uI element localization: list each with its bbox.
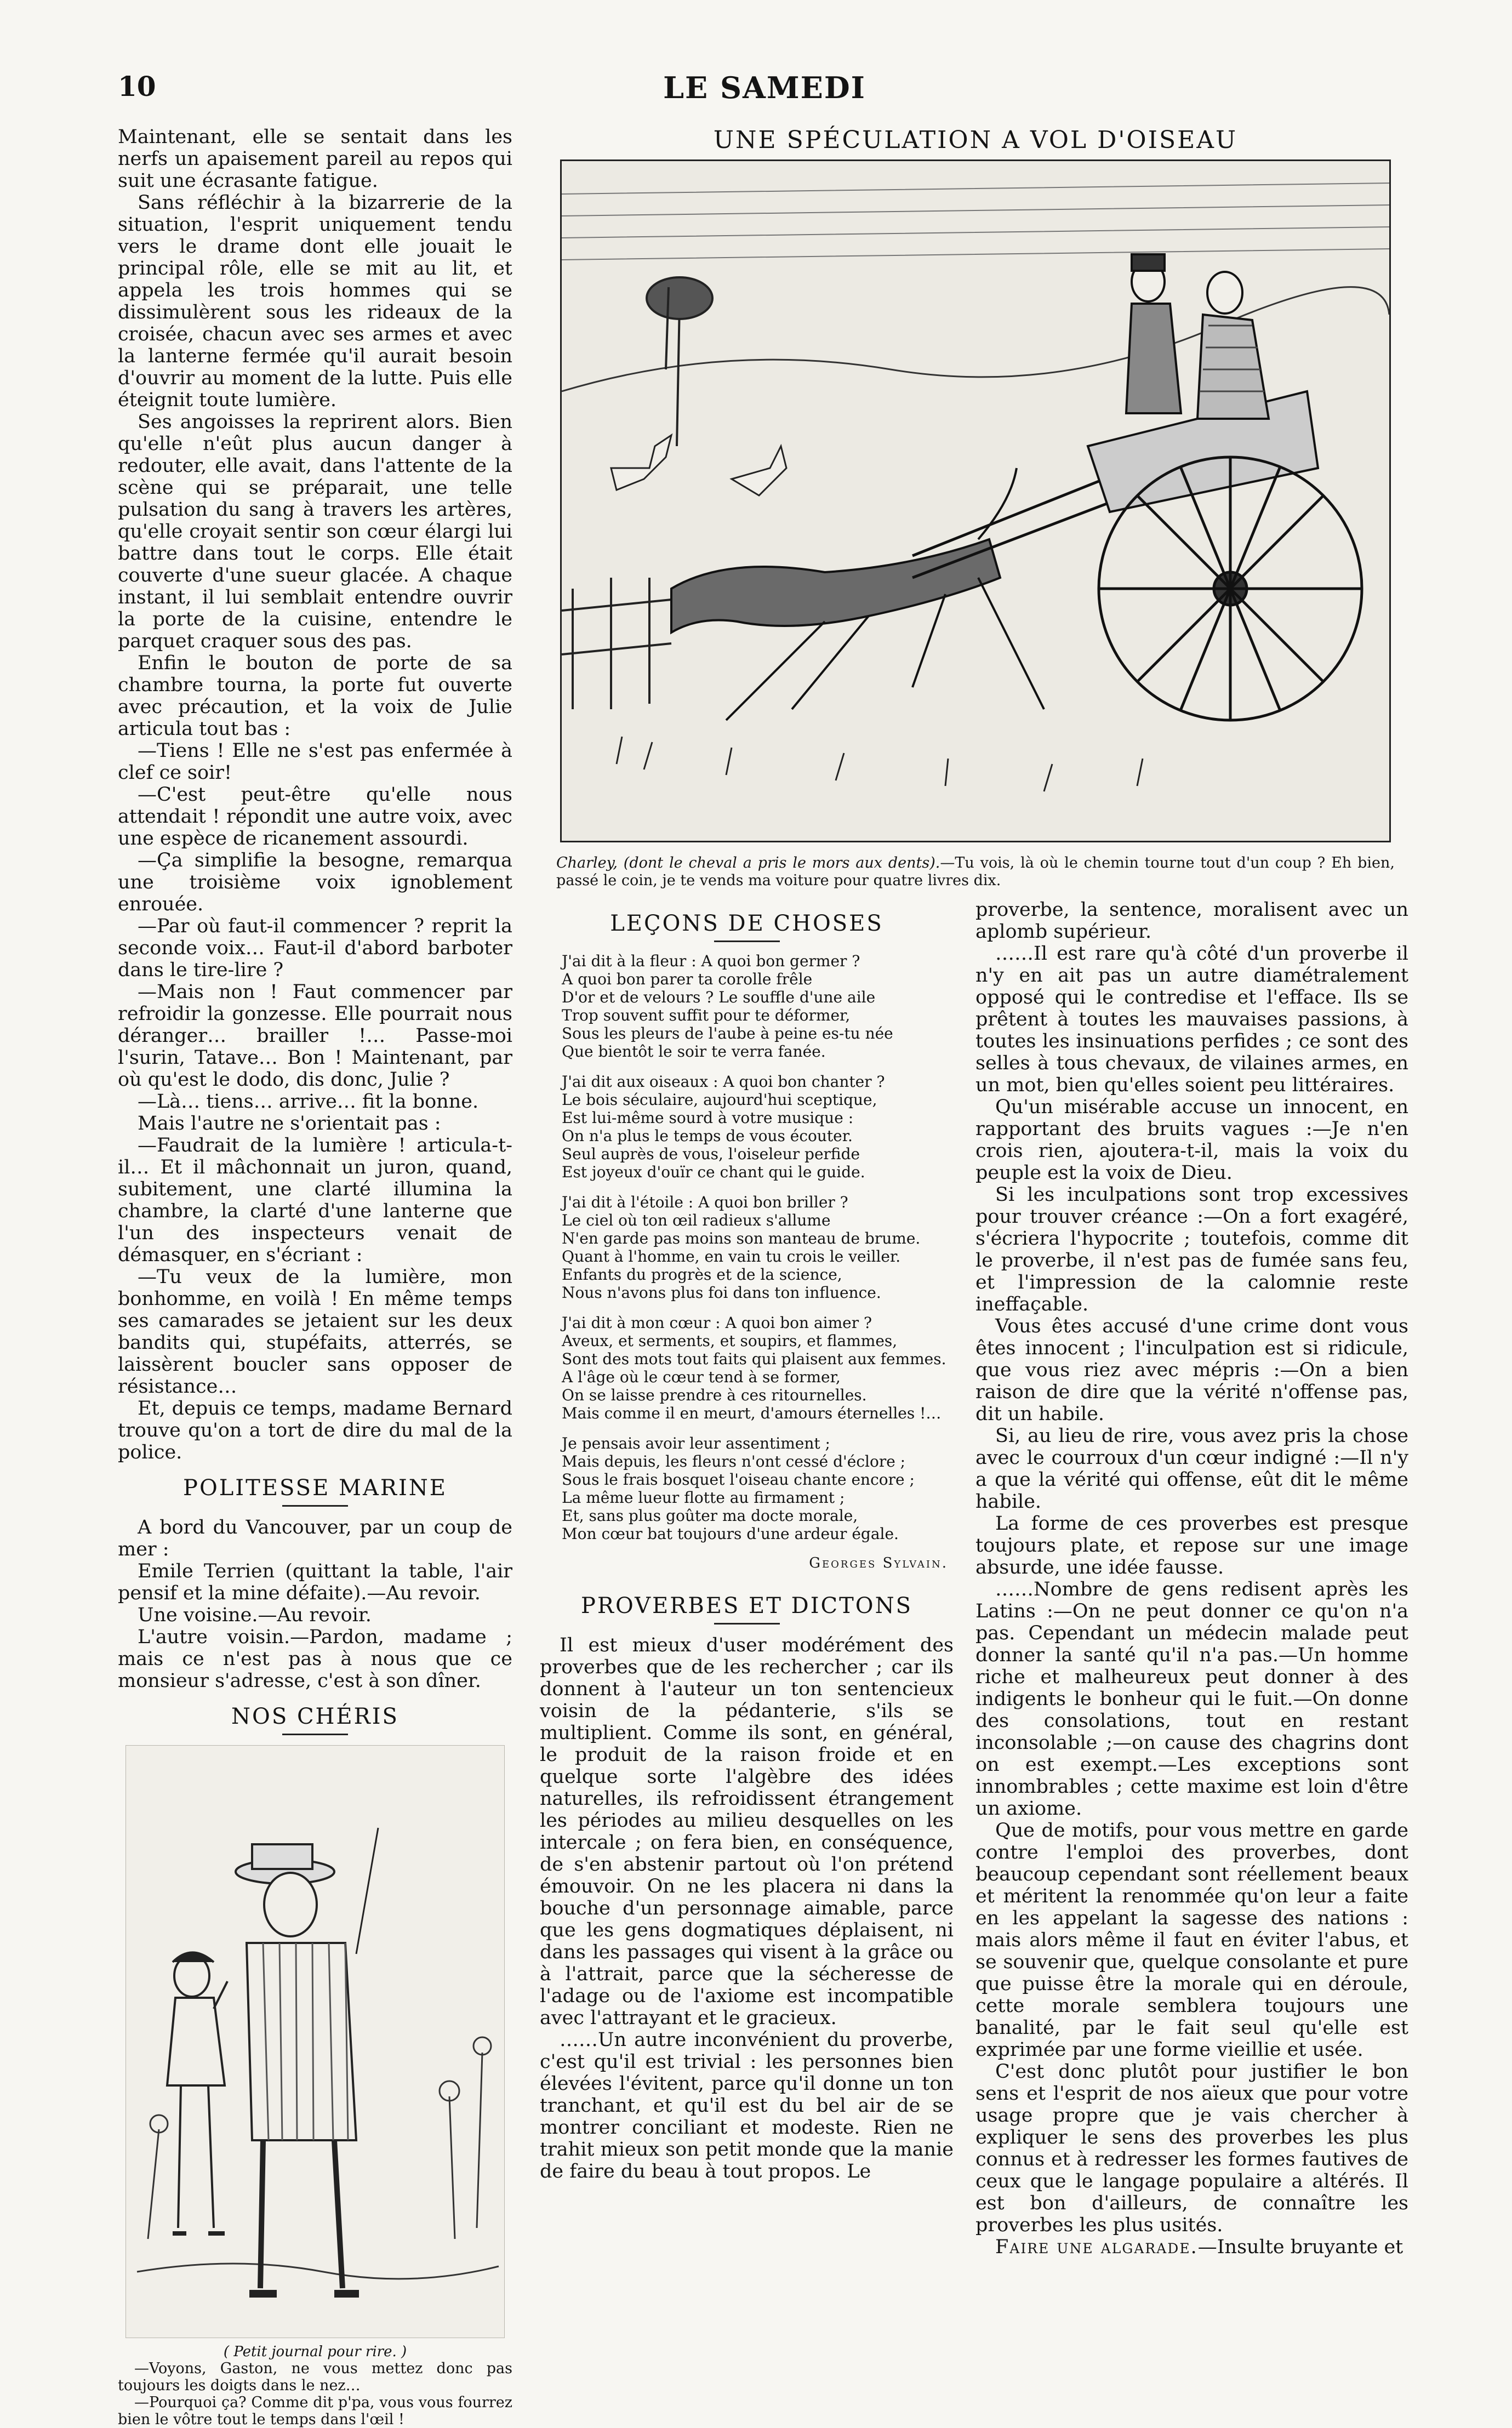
poem-line: On n'a plus le temps de vous écouter.	[562, 1127, 853, 1145]
story-dialog: —Ça simplifie la besogne, remarqua une troisième voix ignoblement enrouée.	[118, 850, 512, 915]
poem-line: Nous n'avons plus foi dans ton influence.	[562, 1284, 881, 1302]
story-dialog: —Là… tiens… arrive… fit la bonne.	[138, 1091, 479, 1113]
story-dialog: —Tu veux de la lumière, mon bonhomme, en voilà ! En même temps ses camarades se jetaient sur les deux bandits qui, stupéfaits, atterrés, se laissèrent boucler sans opposer de résistance…	[118, 1266, 512, 1398]
cheris-title: NOS CHÉRIS	[231, 1704, 399, 1729]
poem-line: Quant à l'homme, en vain tu crois le veiller.	[562, 1247, 901, 1266]
proverbes-paragraph: ……Il est rare qu'à côté d'un proverbe il n'y en ait pas un autre diamétralement opposé qui le contredise et l'efface. Ils se prêtent à toutes les mauvaises passions, à toutes les insinuations perfides ; ce sont des selles à tous chevaux, de vilaines armes, en un mot, bien qu'elles soient peu littéraires.	[975, 943, 1408, 1096]
proverbes-paragraph: Qu'un misérable accuse un innocent, en rapportant des bruits vagues :—Je n'en crois rien, ajoutera-t-il, mais la voix du peuple est la voix de Dieu.	[975, 1096, 1408, 1184]
poem-signature: Georges Sylvain.	[809, 1555, 948, 1571]
proverbes-last-paragraph	[975, 2236, 1408, 2258]
poem-line: J'ai dit aux oiseaux : A quoi bon chanter ?	[562, 1073, 885, 1091]
masthead-title: LE SAMEDI	[663, 70, 866, 105]
poem-line: D'or et de velours ? Le souffle d'une aile	[562, 988, 876, 1006]
story-dialog: —Tiens ! Elle ne s'est pas enfermée à clef ce soir!	[118, 740, 512, 784]
page-header	[118, 70, 1411, 109]
politesse-line: Emile Terrien (quittant la table, l'air pensif et la mine défaite).—Au revoir.	[118, 1560, 512, 1604]
poem-stanza	[562, 952, 954, 1061]
proverbes-paragraph: Que de motifs, pour vous mettre en garde contre l'emploi des proverbes, dont beaucoup cependant sont réellement beaux et méritent la renommée qu'on leur a faite en les appelant la sagesse des nations : mais alors même il faut en éviter l'abus, et se souvenir que, quelque consolante et pure que puisse être la morale qui en déroule, cette morale semblera toujours une banalité, par le fait seul qu'elle est exprimée par une forme vieillie et usée.	[975, 1820, 1408, 2061]
section-rule	[282, 1734, 348, 1735]
poem-line: A l'âge où le cœur tend à se former,	[562, 1368, 841, 1386]
poem-line: La même lueur flotte au firmament ;	[562, 1489, 845, 1507]
poem-line: On se laisse prendre à ces ritournelles.	[562, 1386, 867, 1404]
politesse-line: Une voisine.—Au revoir.	[138, 1604, 372, 1626]
poem-line: Mon cœur bat toujours d'une ardeur égale.	[562, 1525, 899, 1543]
caption-speaker: Charley, (dont le cheval a pris le mors aux dents).	[556, 854, 940, 871]
poem-line: Et, sans plus goûter ma docte morale,	[562, 1507, 858, 1525]
story-paragraph: Ses angoisses la reprirent alors. Bien qu'elle n'eût plus aucun danger à redouter, elle avait, dans l'attente de la scène qui se préparait, une telle pulsation du sang à travers les artères, qu'elle croyait sentir son cœur élargi lui battre dans tout le corps. Elle était couverte d'une sueur glacée. A chaque instant, il lui semblait entendre ouvrir la porte de la cuisine, entendre le parquet craquer sous des pas.	[118, 411, 512, 652]
politesse-line: A bord du Vancouver, par un coup de mer :	[118, 1517, 512, 1560]
poem-line: Le bois séculaire, aujourd'hui sceptique,	[562, 1091, 877, 1109]
left-column	[118, 126, 512, 2428]
story-paragraph: Maintenant, elle se sentait dans les nerfs un apaisement pareil au repos qui suit une écrasante fatigue.	[118, 126, 512, 192]
proverbes-paragraph: ……Un autre inconvénient du proverbe, c'est qu'il est trivial : les personnes bien élevées l'évitent, parce qu'il donne un ton tranchant, et qu'il est du bel air de se montrer conciliant et modeste. Rien ne trahit mieux son petit monde que la manie de faire du beau à tout propos. Le	[540, 2029, 954, 2182]
illustration-block	[540, 126, 1411, 890]
proverbes-paragraph: proverbe, la sentence, moralisent avec un aplomb supérieur.	[975, 899, 1408, 943]
poem-line: Le ciel où ton œil radieux s'allume	[562, 1211, 831, 1229]
illustration-image	[560, 159, 1391, 842]
poem-line: J'ai dit à la fleur : A quoi bon germer ?	[562, 952, 860, 970]
lecons-poem	[562, 952, 954, 1543]
section-rule	[282, 1505, 348, 1507]
poem-line: Sont des mots tout faits qui plaisent aux femmes.	[562, 1350, 946, 1368]
poem-line: Je pensais avoir leur assentiment ;	[562, 1434, 830, 1452]
right-column	[975, 899, 1408, 2258]
proverb-definition: —Insulte bruyante et	[1197, 2236, 1403, 2258]
cheris-drawing	[126, 1746, 504, 2338]
proverbes-title: PROVERBES ET DICTONS	[581, 1593, 912, 1618]
poem-line: Mais comme il en meurt, d'amours éternelles !…	[562, 1404, 942, 1422]
cheris-illustration	[125, 1745, 505, 2338]
poem-stanza	[562, 1314, 954, 1422]
lecons-title: LEÇONS DE CHOSES	[610, 911, 883, 936]
section-rule	[714, 1623, 780, 1625]
proverbes-paragraph: C'est donc plutôt pour justifier le bon sens et l'esprit de nos aïeux que pour votre usage propre que je vais chercher à expliquer le sens des proverbes les plus connus et à redresser les formes fautives de ceux que le langage populaire a altérés. Il est bon d'ailleurs, de connaître les proverbes les plus usités.	[975, 2061, 1408, 2236]
poem-line: Sous le frais bosquet l'oiseau chante encore ;	[562, 1471, 915, 1489]
cheris-dialog: —Voyons, Gaston, ne vous mettez donc pas toujours les doigts dans le nez…	[118, 2360, 512, 2394]
cart-drawing	[562, 161, 1389, 841]
poem-stanza	[562, 1193, 954, 1302]
page-number: 10	[118, 70, 156, 102]
poem-stanza	[562, 1434, 954, 1543]
proverbes-paragraph: La forme de ces proverbes est presque toujours plate, et repose sur une image absurde, une idée fausse.	[975, 1513, 1408, 1578]
poem-line: Mais depuis, les fleurs n'ont cessé d'éclore ;	[562, 1452, 906, 1471]
story-dialog: —C'est peut-être qu'elle nous attendait ! répondit une autre voix, avec une espèce de ricanement assourdi.	[118, 784, 512, 850]
proverbes-paragraph: Il est mieux d'user modérément des proverbes que de les rechercher ; car ils donnent à l'auteur un ton sentencieux voisin de la pédanterie, s'ils se multiplient. Comme ils sont, en général, le produit de la raison froide et en quelque sorte l'algèbre des idées naturelles, ils refroidissent étrangement les périodes au milieu desquelles on les intercale ; on fera bien, en conséquence, de s'en abstenir partout où l'on prétend émouvoir. On ne les placera ni dans la bouche d'un personnage aimable, parce que les gens dogmatiques déplaisent, ni dans les passages qui visent à la grâce ou à l'attrait, parce que la sécheresse de l'adage ou de l'axiome est incompatible avec l'attrayant et le gracieux.	[540, 1634, 954, 2029]
poem-line: Est lui-même sourd à votre musique :	[562, 1109, 854, 1127]
story-paragraph: Mais l'autre ne s'orientait pas :	[138, 1113, 441, 1135]
story-dialog: —Mais non ! Faut commencer par refroidir la gonzesse. Elle pourrait nous déranger… brailler !… Passe-moi l'surin, Tatave… Bon ! Maintenant, par où qu'est le dodo, dis donc, Julie ?	[118, 981, 512, 1091]
poem-line: Aveux, et serments, et soupirs, et flammes,	[562, 1332, 898, 1350]
cheris-credit: ( Petit journal pour rire. )	[223, 2344, 407, 2360]
poem-line: J'ai dit à l'étoile : A quoi bon briller ?	[562, 1193, 848, 1211]
section-rule	[714, 941, 780, 942]
poem-line: Seul auprès de vous, l'oiseleur perfide	[562, 1145, 860, 1163]
proverbes-paragraph: Vous êtes accusé d'une crime dont vous êtes innocent ; l'inculpation est si ridicule, que vous riez avec mépris :—On a bien raison de dire que la vérité n'offense pas, dit un habile.	[975, 1315, 1408, 1425]
proverbes-paragraph: ……Nombre de gens redisent après les Latins :—On ne peut donner ce qu'on n'a pas. Cependant un médecin malade peut donner la santé qu'il n'a pas.—Un homme riche et malheureux peut donner à des indigents le bonheur qui le fuit.—On donne des consolations, tout en restant inconsolable ;—on cause des chagrins dont on est exempt.—Les exceptions sont innombrables ; cette maxime est loin d'être un axiome.	[975, 1578, 1408, 1820]
poem-line: Trop souvent suffit pour te déformer,	[562, 1006, 851, 1024]
story-dialog: —Par où faut-il commencer ? reprit la seconde voix… Faut-il d'abord barboter dans le tire-lire ?	[118, 915, 512, 981]
poem-line: N'en garde pas moins son manteau de brume.	[562, 1229, 921, 1247]
poem-line: Est joyeux d'ouïr ce chant qui le guide.	[562, 1163, 865, 1181]
poem-line: Sous les pleurs de l'aube à peine es-tu née	[562, 1024, 893, 1042]
politesse-line: L'autre voisin.—Pardon, madame ; mais ce n'est pas à nous que ce monsieur s'adresse, c'est à son dîner.	[118, 1626, 512, 1692]
caption-text: —Tu vois, là où le chemin tourne tout d'un coup ? Eh bien, passé le coin, je te vends ma voiture pour quatre livres dix.	[556, 854, 1395, 889]
poem-stanza	[562, 1073, 954, 1181]
illustration-title: UNE SPÉCULATION A VOL D'OISEAU	[713, 126, 1238, 154]
poem-line: A quoi bon parer ta corolle frêle	[562, 970, 813, 988]
middle-column	[540, 899, 954, 2182]
story-paragraph: Sans réfléchir à la bizarrerie de la situation, l'esprit uniquement tendu vers le drame dont elle jouait le principal rôle, elle se mit au lit, et appela les trois hommes qui se dissimulèrent sous les rideaux de la croisée, chacun avec ses armes et avec la lanterne fermée qu'il aurait besoin d'ouvrir au moment de la lutte. Puis elle éteignit toute lumière.	[118, 192, 512, 411]
poem-line: Enfants du progrès et de la science,	[562, 1266, 842, 1284]
proverb-heading: Faire une algarade.	[995, 2236, 1198, 2258]
poem-line: J'ai dit à mon cœur : A quoi bon aimer ?	[562, 1314, 872, 1332]
proverbes-paragraph: Si les inculpations sont trop excessives pour trouver créance :—On a fort exagéré, s'écriera l'hypocrite ; toutefois, comme dit le proverbe, il n'est pas de fumée sans feu, et l'impression de la calomnie reste ineffaçable.	[975, 1184, 1408, 1315]
story-paragraph: Et, depuis ce temps, madame Bernard trouve qu'on a tort de dire du mal de la police.	[118, 1398, 512, 1463]
proverbes-paragraph: Si, au lieu de rire, vous avez pris la chose avec le courroux d'un cœur indigné :—Il n'y a que la vérité qui offense, eût dit le même habile.	[975, 1425, 1408, 1513]
story-dialog: —Faudrait de la lumière ! articula-t-il… Et il mâchonnait un juron, quand, subitement, une clarté illumina la chambre, la clarté d'une lanterne que l'un des inspecteurs venait de démasquer, en s'écriant :	[118, 1135, 512, 1266]
poem-line: Que bientôt le soir te verra fanée.	[562, 1042, 826, 1061]
cheris-dialog: —Pourquoi ça? Comme dit p'pa, vous vous fourrez bien le vôtre tout le temps dans l'œil !	[118, 2394, 512, 2428]
politesse-title: POLITESSE MARINE	[183, 1475, 447, 1501]
illustration-caption	[556, 854, 1395, 890]
story-paragraph: Enfin le bouton de porte de sa chambre tourna, la porte fut ouverte avec précaution, et la voix de Julie articula tout bas :	[118, 652, 512, 740]
